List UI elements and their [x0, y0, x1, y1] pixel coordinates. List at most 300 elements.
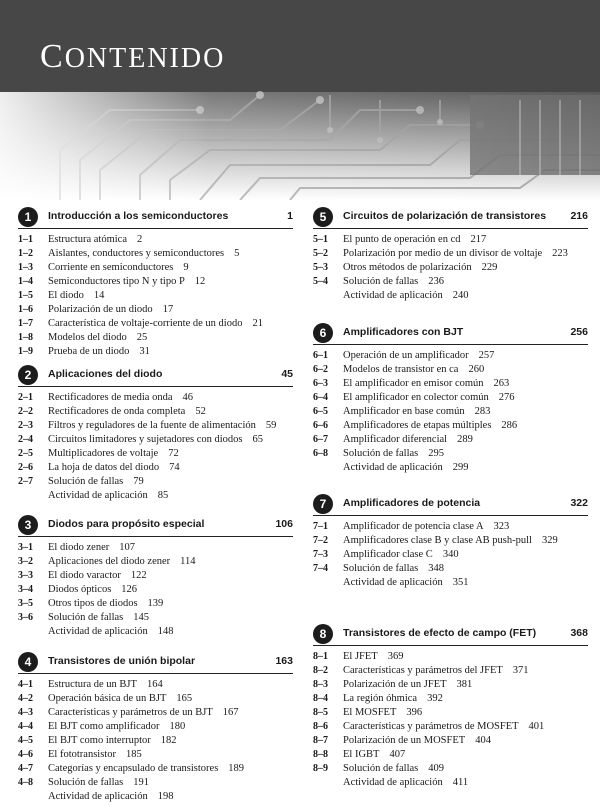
section-entry[interactable]: [18, 317, 293, 331]
section-title: [48, 433, 293, 447]
chapter-3: [18, 516, 293, 639]
section-number: 3–4: [18, 584, 33, 595]
section-title: [48, 611, 293, 625]
section-title-text: Solución de fallas: [48, 476, 124, 487]
section-entry[interactable]: [18, 489, 293, 503]
section-entry[interactable]: [18, 706, 293, 720]
section-page: 114: [180, 556, 196, 567]
chapter-page: 216: [570, 210, 588, 222]
section-title: [343, 664, 588, 678]
section-entry[interactable]: [18, 331, 293, 345]
section-title: [343, 349, 588, 363]
section-list: [313, 349, 588, 475]
section-title-text: Actividad de aplicación: [343, 290, 443, 301]
section-title: [48, 331, 293, 345]
section-title: [343, 748, 588, 762]
chapter-heading: [313, 625, 588, 646]
chapter-heading: [18, 653, 293, 674]
section-title-text: Circuitos limitadores y sujetadores con diodos: [48, 434, 243, 445]
section-entry[interactable]: [313, 419, 588, 433]
section-number: 4–4: [18, 721, 33, 732]
section-list: [313, 650, 588, 790]
section-entry[interactable]: [18, 303, 293, 317]
section-title-text: Amplificador de potencia clase A: [343, 521, 484, 532]
section-entry[interactable]: [18, 611, 293, 625]
chapter-heading: [313, 208, 588, 229]
section-number: 2–4: [18, 434, 33, 445]
section-page: 401: [528, 721, 545, 732]
section-title: [48, 489, 293, 503]
section-title: [48, 345, 293, 359]
section-title: [48, 419, 293, 433]
section-title-text: El amplificador en emisor común: [343, 378, 484, 389]
section-entry[interactable]: [313, 776, 588, 790]
section-entry[interactable]: [313, 576, 588, 590]
chapter-page: 45: [281, 368, 293, 380]
section-page: 323: [493, 521, 510, 532]
section-page: 65: [252, 434, 264, 445]
chapter-page: 106: [275, 518, 293, 530]
section-entry[interactable]: [18, 678, 293, 692]
section-title-text: Polarización de un JFET: [343, 679, 447, 690]
chapter-title[interactable]: Transistores de unión bipolar: [48, 655, 196, 667]
section-page: 286: [501, 420, 518, 431]
section-entry[interactable]: [18, 447, 293, 461]
section-page: 407: [389, 749, 406, 760]
section-title: [343, 275, 588, 289]
section-entry[interactable]: [18, 345, 293, 359]
section-entry[interactable]: [18, 475, 293, 489]
section-entry[interactable]: [313, 363, 588, 377]
section-number: 5–2: [313, 248, 328, 259]
section-title: [48, 734, 293, 748]
section-number: 3–2: [18, 556, 33, 567]
section-page: 72: [168, 448, 179, 459]
section-title-text: Estructura atómica: [48, 234, 128, 245]
section-title: [343, 534, 588, 548]
section-title-text: Otros tipos de diodos: [48, 598, 138, 609]
section-page: 31: [139, 346, 150, 357]
section-page: 371: [512, 665, 529, 676]
section-number: 4–3: [18, 707, 33, 718]
section-title: [48, 776, 293, 790]
section-title-text: Operación de un amplificador: [343, 350, 469, 361]
section-entry[interactable]: [18, 233, 293, 247]
section-entry[interactable]: [313, 664, 588, 678]
section-title: [48, 692, 293, 706]
section-title: [343, 261, 588, 275]
section-title-text: Características y parámetros del JFET: [343, 665, 503, 676]
section-number: 2–5: [18, 448, 33, 459]
section-number: 6–5: [313, 406, 328, 417]
section-title: [48, 706, 293, 720]
section-entry[interactable]: [18, 597, 293, 611]
section-title-text: Amplificador en base común: [343, 406, 465, 417]
section-page: 351: [452, 577, 469, 588]
chapter-heading: [313, 324, 588, 345]
section-list: [18, 678, 293, 804]
section-page: 229: [481, 262, 498, 273]
section-number: 2–1: [18, 392, 33, 403]
chapter-page: 163: [275, 655, 293, 667]
section-title-text: Semiconductores tipo N y tipo P: [48, 276, 185, 287]
section-entry[interactable]: [313, 447, 588, 461]
section-title-text: Solución de fallas: [343, 448, 419, 459]
section-title: [343, 734, 588, 748]
section-page: 122: [130, 570, 147, 581]
section-number: 6–3: [313, 378, 328, 389]
section-number: 4–6: [18, 749, 33, 760]
section-entry[interactable]: [313, 349, 588, 363]
section-number: 7–4: [313, 563, 328, 574]
section-title: [343, 391, 588, 405]
section-entry[interactable]: [313, 520, 588, 534]
section-title: [343, 776, 588, 790]
section-title: [48, 762, 293, 776]
section-entry[interactable]: [313, 734, 588, 748]
section-page: 276: [498, 392, 515, 403]
section-number: 6–7: [313, 434, 328, 445]
section-page: 283: [474, 406, 491, 417]
section-number: 4–2: [18, 693, 33, 704]
section-title-text: Otros métodos de polarización: [343, 262, 472, 273]
chapter-page: 256: [570, 326, 588, 338]
section-title: [48, 569, 293, 583]
section-number: 2–3: [18, 420, 33, 431]
section-entry[interactable]: [313, 461, 588, 475]
section-list: [18, 391, 293, 503]
section-title: [343, 233, 588, 247]
section-entry[interactable]: [18, 720, 293, 734]
section-entry[interactable]: [18, 625, 293, 639]
section-number: 8–3: [313, 679, 328, 690]
section-entry[interactable]: [313, 275, 588, 289]
section-title-text: Características y parámetros de MOSFET: [343, 721, 519, 732]
section-page: 5: [234, 248, 240, 259]
chapter-number-badge: 5: [313, 207, 333, 227]
section-number: 6–1: [313, 350, 328, 361]
section-number: 4–8: [18, 777, 33, 788]
section-list: [18, 541, 293, 639]
chapter-1: [18, 208, 293, 359]
chapter-number-badge: 6: [313, 323, 333, 343]
chapter-heading: [18, 516, 293, 537]
section-entry[interactable]: [313, 289, 588, 303]
section-title: [48, 405, 293, 419]
chapter-5: [313, 208, 588, 303]
section-title-text: Solución de fallas: [343, 763, 419, 774]
page-title: CONTENIDO: [40, 38, 226, 75]
section-title: [343, 377, 588, 391]
section-page: 139: [147, 598, 164, 609]
section-entry[interactable]: [313, 650, 588, 664]
section-title-text: Polarización de un diodo: [48, 304, 153, 315]
section-title-text: El MOSFET: [343, 707, 397, 718]
section-title-text: El amplificador en colector común: [343, 392, 489, 403]
chapter-title[interactable]: Aplicaciones del diodo: [48, 368, 163, 380]
section-entry[interactable]: [313, 405, 588, 419]
section-title-text: El IGBT: [343, 749, 380, 760]
section-entry[interactable]: [313, 433, 588, 447]
section-entry[interactable]: [18, 419, 293, 433]
section-number: 5–3: [313, 262, 328, 273]
section-page: 148: [157, 626, 174, 637]
section-title-text: La región óhmica: [343, 693, 418, 704]
chapter-title[interactable]: Circuitos de polarización de transistores: [343, 210, 547, 222]
chapter-page: 1: [287, 210, 293, 222]
section-title-text: El diodo zener: [48, 542, 110, 553]
section-page: 164: [146, 679, 163, 690]
section-title-text: Actividad de aplicación: [48, 791, 148, 802]
section-title: [343, 433, 588, 447]
section-page: 295: [428, 448, 444, 459]
chapter-title[interactable]: Diodos para propósito especial: [48, 518, 205, 530]
section-title: [48, 625, 293, 639]
section-page: 236: [428, 276, 444, 287]
section-number: 2–7: [18, 476, 33, 487]
chapter-7: [313, 495, 588, 590]
section-title-text: Corriente en semiconductores: [48, 262, 174, 273]
section-title-text: Estructura de un BJT: [48, 679, 137, 690]
section-title-text: Filtros y reguladores de la fuente de alimentación: [48, 420, 256, 431]
section-page: 85: [157, 490, 169, 501]
chapter-number-badge: 1: [18, 207, 38, 227]
section-number: 4–1: [18, 679, 33, 690]
section-title-text: Diodos ópticos: [48, 584, 112, 595]
section-number: 3–1: [18, 542, 33, 553]
section-page: 180: [169, 721, 186, 732]
section-page: 165: [176, 693, 193, 704]
section-title-text: El BJT como amplificador: [48, 721, 160, 732]
chapter-heading: [18, 366, 293, 387]
chapter-page: 368: [570, 627, 588, 639]
section-title-text: Características y parámetros de un BJT: [48, 707, 213, 718]
section-entry[interactable]: [18, 461, 293, 475]
section-page: 263: [493, 378, 510, 389]
section-title-text: Solución de fallas: [48, 777, 124, 788]
section-title-text: Actividad de aplicación: [48, 626, 148, 637]
chapter-heading: [313, 495, 588, 516]
chapter-number-badge: 2: [18, 365, 38, 385]
section-entry[interactable]: [18, 748, 293, 762]
chapter-title[interactable]: Transistores de efecto de campo (FET): [343, 627, 537, 639]
section-number: 3–6: [18, 612, 33, 623]
section-title-text: El fototransistor: [48, 749, 116, 760]
section-title: [48, 555, 293, 569]
section-page: 126: [121, 584, 138, 595]
section-title: [48, 678, 293, 692]
section-page: 185: [125, 749, 142, 760]
section-page: 409: [428, 763, 444, 774]
section-entry[interactable]: [313, 762, 588, 776]
section-title: [48, 247, 293, 261]
section-number: 8–6: [313, 721, 328, 732]
section-entry[interactable]: [313, 534, 588, 548]
section-title-text: Solución de fallas: [343, 563, 419, 574]
section-page: 257: [478, 350, 495, 361]
section-number: 7–3: [313, 549, 328, 560]
section-entry[interactable]: [18, 776, 293, 790]
section-number: 4–5: [18, 735, 33, 746]
section-title: [48, 303, 293, 317]
section-title: [48, 461, 293, 475]
section-title: [343, 447, 588, 461]
chapter-title[interactable]: Amplificadores con BJT: [343, 326, 464, 338]
section-entry[interactable]: [313, 720, 588, 734]
section-title: [48, 391, 293, 405]
section-page: 289: [457, 434, 473, 445]
section-page: 21: [252, 318, 263, 329]
section-title: [343, 706, 588, 720]
section-title-text: Prueba de un diodo: [48, 346, 130, 357]
section-number: 8–5: [313, 707, 328, 718]
section-title: [343, 576, 588, 590]
section-title: [48, 275, 293, 289]
section-number: 8–1: [313, 651, 328, 662]
circuit-board-image: [0, 0, 600, 200]
section-title-text: Multiplicadores de voltaje: [48, 448, 159, 459]
chapter-number-badge: 3: [18, 515, 38, 535]
section-title-text: El JFET: [343, 651, 378, 662]
section-title-text: Amplificadores de etapas múltiples: [343, 420, 492, 431]
chapter-4: [18, 653, 293, 804]
section-number: 6–4: [313, 392, 328, 403]
section-number: 1–4: [18, 276, 33, 287]
section-entry[interactable]: [313, 261, 588, 275]
section-number: 6–6: [313, 420, 328, 431]
section-entry[interactable]: [18, 247, 293, 261]
section-title-text: Polarización por medio de un divisor de voltaje: [343, 248, 543, 259]
section-title-text: Amplificador clase C: [343, 549, 433, 560]
section-entry[interactable]: [313, 377, 588, 391]
section-number: 1–3: [18, 262, 33, 273]
chapter-title[interactable]: Amplificadores de potencia: [343, 497, 481, 509]
section-page: 59: [265, 420, 277, 431]
section-entry[interactable]: [18, 391, 293, 405]
section-title-text: El diodo varactor: [48, 570, 121, 581]
section-page: 329: [541, 535, 558, 546]
section-title-text: Característica de voltaje-corriente de un diodo: [48, 318, 243, 329]
section-page: 14: [93, 290, 105, 301]
section-title: [343, 692, 588, 706]
section-title-text: Rectificadores de media onda: [48, 392, 173, 403]
section-page: 396: [406, 707, 423, 718]
section-title-text: Modelos de transistor en ca: [343, 364, 459, 375]
chapter-number-badge: 7: [313, 494, 333, 514]
section-title: [343, 650, 588, 664]
section-page: 2: [137, 234, 143, 245]
section-title: [343, 562, 588, 576]
section-entry[interactable]: [18, 261, 293, 275]
section-number: 1–2: [18, 248, 33, 259]
section-title-text: Modelos del diodo: [48, 332, 127, 343]
section-page: 381: [456, 679, 473, 690]
section-entry[interactable]: [313, 748, 588, 762]
section-entry[interactable]: [313, 678, 588, 692]
section-page: 189: [228, 763, 245, 774]
chapter-title[interactable]: Introducción a los semiconductores: [48, 210, 229, 222]
section-entry[interactable]: [313, 391, 588, 405]
section-entry[interactable]: [18, 790, 293, 804]
section-title: [343, 678, 588, 692]
section-title: [48, 475, 293, 489]
section-title-text: Solución de fallas: [343, 276, 419, 287]
section-number: 2–6: [18, 462, 33, 473]
section-title-text: Categorías y encapsulado de transistores: [48, 763, 219, 774]
section-number: 5–4: [313, 276, 328, 287]
section-title-text: Solución de fallas: [48, 612, 124, 623]
section-entry[interactable]: [18, 734, 293, 748]
section-title-text: Actividad de aplicación: [343, 777, 443, 788]
chapter-6: [313, 324, 588, 475]
section-title: [48, 597, 293, 611]
section-page: 260: [468, 364, 485, 375]
section-title: [48, 289, 293, 303]
section-page: 167: [222, 707, 239, 718]
section-page: 223: [552, 248, 568, 259]
section-number: 4–7: [18, 763, 33, 774]
section-title: [343, 548, 588, 562]
section-number: 6–8: [313, 448, 328, 459]
section-number: 3–5: [18, 598, 33, 609]
section-entry[interactable]: [313, 233, 588, 247]
section-entry[interactable]: [18, 583, 293, 597]
section-entry[interactable]: [18, 692, 293, 706]
section-title: [48, 317, 293, 331]
section-page: 191: [133, 777, 149, 788]
section-title-text: Aislantes, conductores y semiconductores: [48, 248, 225, 259]
section-number: 2–2: [18, 406, 33, 417]
section-page: 198: [157, 791, 174, 802]
section-page: 404: [475, 735, 491, 746]
section-title: [343, 762, 588, 776]
section-entry[interactable]: [18, 569, 293, 583]
section-page: 17: [162, 304, 174, 315]
section-title: [48, 720, 293, 734]
section-title-text: Actividad de aplicación: [343, 577, 443, 588]
section-number: 1–8: [18, 332, 33, 343]
section-entry[interactable]: [18, 289, 293, 303]
section-title: [343, 520, 588, 534]
section-entry[interactable]: [313, 706, 588, 720]
section-entry[interactable]: [313, 548, 588, 562]
section-entry[interactable]: [18, 405, 293, 419]
section-title-text: La hoja de datos del diodo: [48, 462, 160, 473]
section-list: [18, 233, 293, 359]
chapter-number-badge: 8: [313, 624, 333, 644]
section-entry[interactable]: [313, 562, 588, 576]
section-entry[interactable]: [18, 555, 293, 569]
section-page: 299: [452, 462, 469, 473]
section-entry[interactable]: [18, 433, 293, 447]
section-entry[interactable]: [18, 541, 293, 555]
section-entry[interactable]: [313, 692, 588, 706]
section-page: 392: [427, 693, 443, 704]
section-entry[interactable]: [18, 275, 293, 289]
section-title-text: Rectificadores de onda completa: [48, 406, 186, 417]
section-page: 46: [182, 392, 193, 403]
section-number: 5–1: [313, 234, 328, 245]
section-entry[interactable]: [313, 247, 588, 261]
section-page: 340: [442, 549, 459, 560]
section-entry[interactable]: [18, 762, 293, 776]
section-title: [48, 261, 293, 275]
section-title: [343, 419, 588, 433]
section-page: 240: [452, 290, 469, 301]
section-title: [343, 461, 588, 475]
header-banner: [0, 0, 600, 200]
section-title: [48, 447, 293, 461]
